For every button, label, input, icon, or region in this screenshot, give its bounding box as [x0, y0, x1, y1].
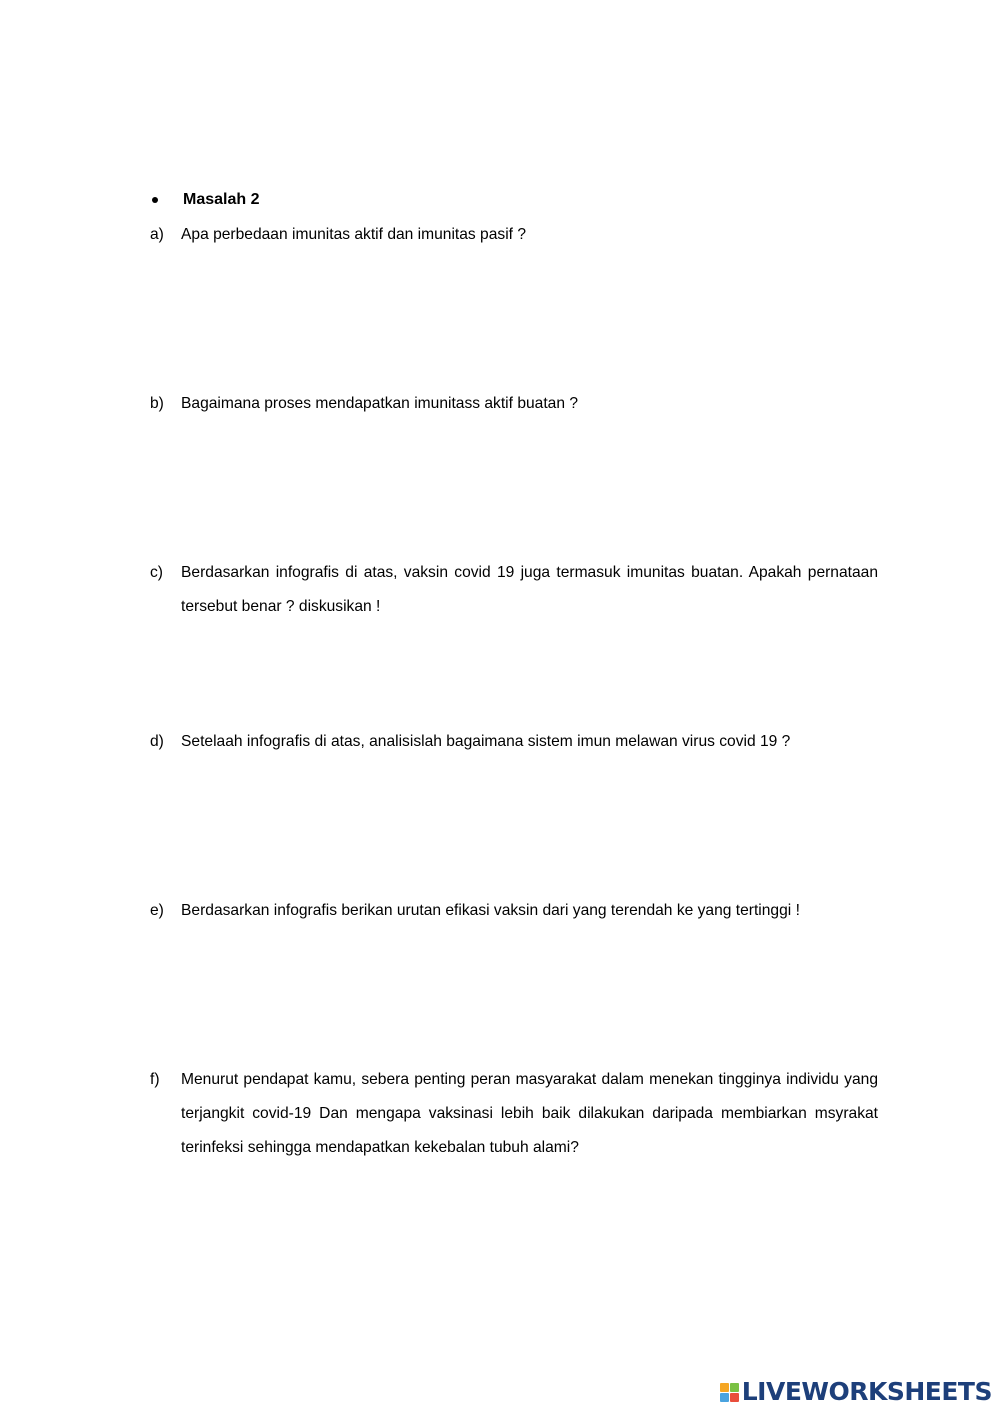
liveworksheets-logo [720, 1377, 992, 1407]
section-heading [150, 188, 259, 212]
section-heading-label: Masalah 2 [183, 191, 260, 208]
liveworksheets-logo-text: LIVEWORKSHEETS [741, 1377, 992, 1406]
question-f [150, 1063, 878, 1165]
question-text: Berdasarkan infografis berikan urutan efikasi vaksin dari yang terendah ke yang tertinggi ! [181, 902, 800, 919]
question-text: Setelaah infografis di atas, analisislah bagaimana sistem imun melawan virus covid 19 ? [181, 733, 791, 750]
bullet-icon [152, 197, 158, 203]
question-letter: f) [150, 1071, 160, 1088]
question-text: Menurut pendapat kamu, sebera penting peran masyarakat dalam menekan tingginya individu yang terjangkit covid-19 Dan mengapa vaksinasi lebih baik dilakukan daripada membiarkan msyrakat terinfeksi sehingga mendapatkan kekebalan tubuh alami? [181, 1071, 878, 1156]
logo-square-3 [720, 1393, 729, 1402]
question-letter: d) [150, 733, 164, 750]
question-c [150, 556, 878, 624]
question-letter: e) [150, 902, 164, 919]
question-letter: b) [150, 395, 164, 412]
question-b [150, 387, 878, 421]
question-letter: c) [150, 564, 163, 581]
liveworksheets-logo-icon [720, 1383, 739, 1402]
question-text: Berdasarkan infografis di atas, vaksin covid 19 juga termasuk imunitas buatan. Apakah pernataan tersebut benar ? diskusikan ! [181, 564, 878, 615]
question-text: Bagaimana proses mendapatkan imunitass aktif buatan ? [181, 395, 579, 412]
question-d [150, 725, 878, 759]
logo-square-1 [720, 1383, 729, 1392]
question-e [150, 894, 878, 928]
question-text: Apa perbedaan imunitas aktif dan imunitas pasif ? [181, 226, 527, 243]
logo-square-4 [730, 1393, 739, 1402]
question-a [150, 218, 878, 252]
logo-square-2 [730, 1383, 739, 1392]
question-letter: a) [150, 226, 164, 243]
